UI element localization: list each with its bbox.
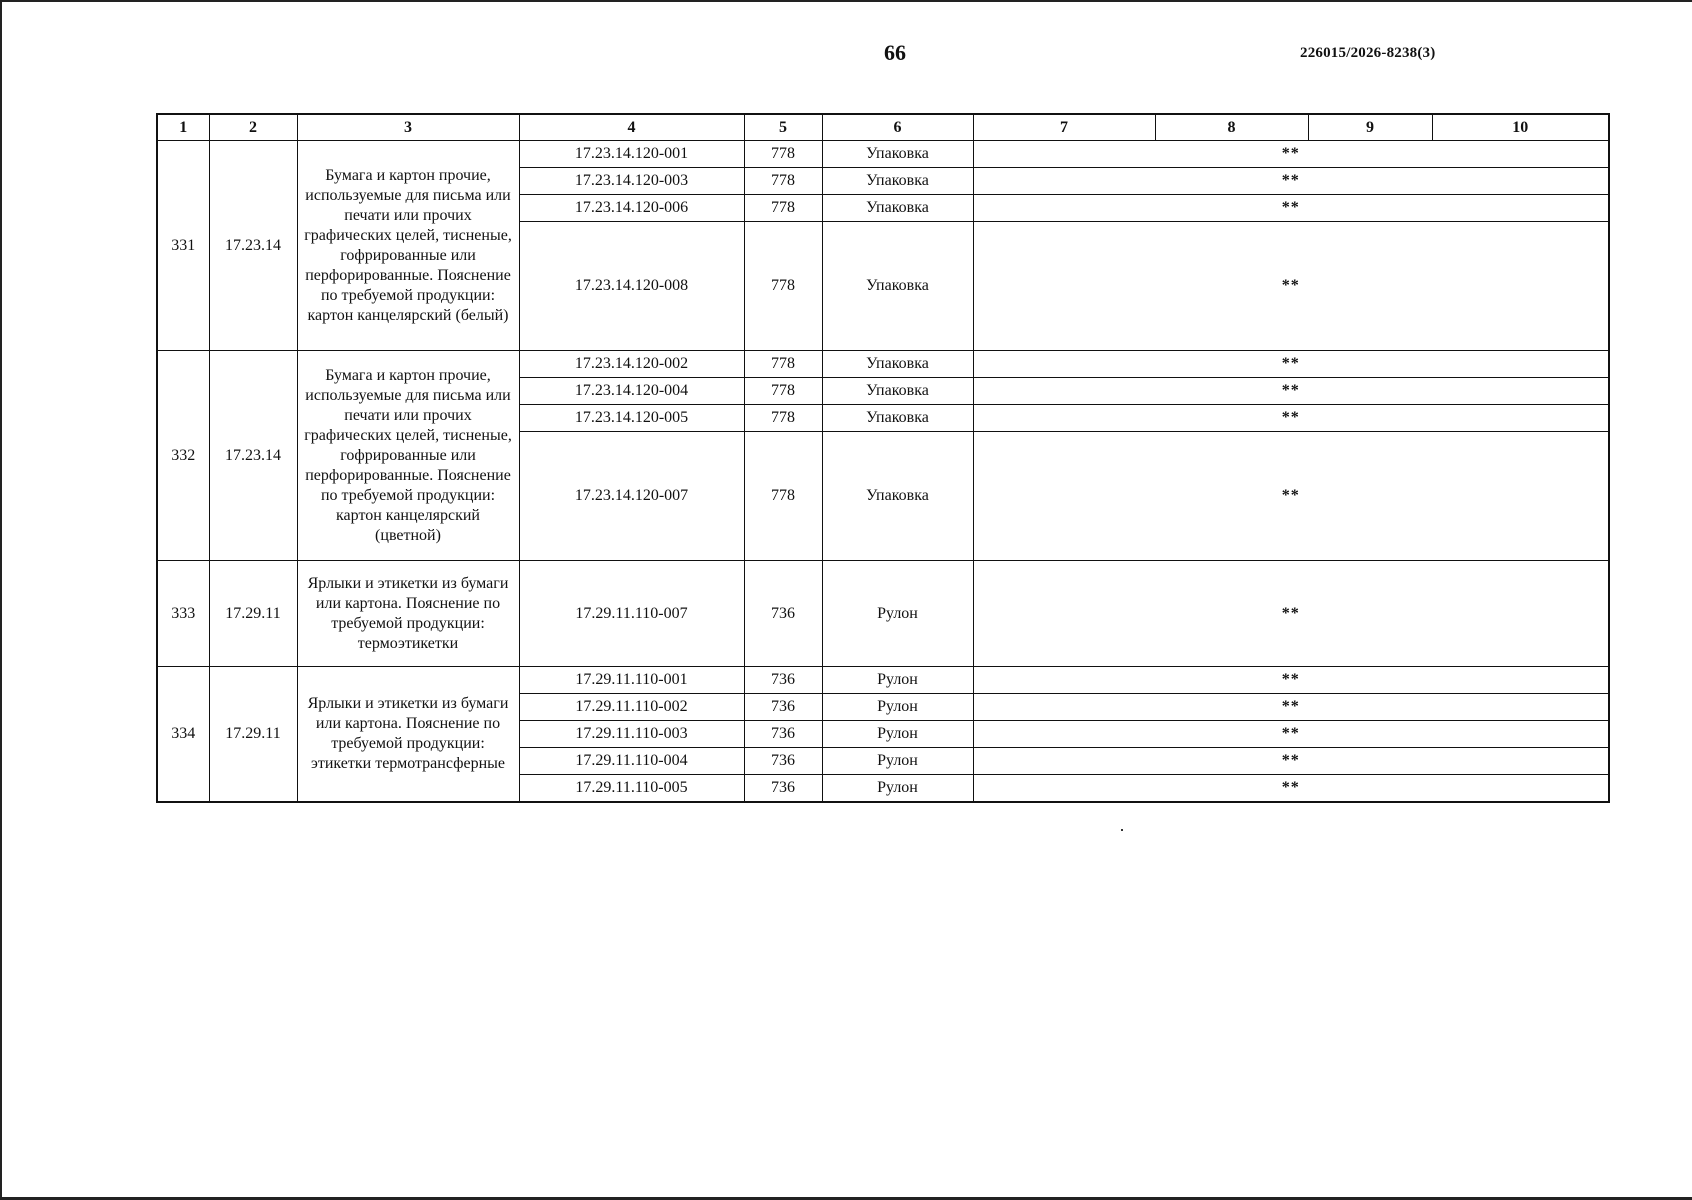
unit-name: Упаковка — [822, 222, 973, 351]
unit-code: 778 — [744, 351, 822, 378]
unit-name: Упаковка — [822, 432, 973, 561]
table-row — [157, 351, 1609, 378]
document-reference: 226015/2026-8238(3) — [1300, 45, 1436, 61]
unit-name: Рулон — [822, 775, 973, 802]
merged-values: ** — [973, 667, 1609, 694]
product-description: Ярлыки и этикетки из бумаги или картона. Пояснение по требуемой продукции: термоэтикетки — [297, 561, 519, 667]
merged-values: ** — [973, 432, 1609, 561]
okpd-code: 17.23.14 — [209, 351, 297, 561]
unit-name: Упаковка — [822, 351, 973, 378]
unit-code: 778 — [744, 222, 822, 351]
merged-values: ** — [973, 721, 1609, 748]
unit-code: 778 — [744, 378, 822, 405]
unit-name: Рулон — [822, 667, 973, 694]
column-header: 3 — [297, 114, 519, 141]
unit-name: Рулон — [822, 721, 973, 748]
column-header: 10 — [1432, 114, 1609, 141]
unit-code: 778 — [744, 168, 822, 195]
table-row — [157, 561, 1609, 667]
column-header: 7 — [973, 114, 1155, 141]
ktru-code: 17.29.11.110-002 — [519, 694, 744, 721]
column-header: 8 — [1155, 114, 1308, 141]
table-row — [157, 141, 1609, 168]
okpd-code: 17.29.11 — [209, 667, 297, 802]
table-row — [157, 667, 1609, 694]
header-row — [157, 114, 1609, 141]
unit-code: 736 — [744, 694, 822, 721]
ktru-code: 17.23.14.120-007 — [519, 432, 744, 561]
ktru-code: 17.23.14.120-001 — [519, 141, 744, 168]
merged-values: ** — [973, 748, 1609, 775]
okpd-code: 17.29.11 — [209, 561, 297, 667]
unit-code: 736 — [744, 667, 822, 694]
column-header: 1 — [157, 114, 209, 141]
column-header: 9 — [1308, 114, 1432, 141]
merged-values: ** — [973, 378, 1609, 405]
ktru-code: 17.29.11.110-001 — [519, 667, 744, 694]
merged-values: ** — [973, 351, 1609, 378]
unit-name: Упаковка — [822, 195, 973, 222]
merged-values: ** — [973, 561, 1609, 667]
column-header: 5 — [744, 114, 822, 141]
column-header: 2 — [209, 114, 297, 141]
page-number: 66 — [884, 40, 906, 65]
unit-name: Упаковка — [822, 141, 973, 168]
ktru-code: 17.29.11.110-005 — [519, 775, 744, 802]
unit-name: Упаковка — [822, 168, 973, 195]
merged-values: ** — [973, 222, 1609, 351]
ktru-code: 17.29.11.110-004 — [519, 748, 744, 775]
products-table — [156, 113, 1610, 803]
merged-values: ** — [973, 405, 1609, 432]
unit-code: 778 — [744, 432, 822, 561]
merged-values: ** — [973, 168, 1609, 195]
unit-code: 778 — [744, 405, 822, 432]
row-number: 332 — [157, 351, 209, 561]
unit-name: Упаковка — [822, 405, 973, 432]
unit-code: 736 — [744, 775, 822, 802]
merged-values: ** — [973, 775, 1609, 802]
row-number: 331 — [157, 141, 209, 351]
product-description: Ярлыки и этикетки из бумаги или картона. Пояснение по требуемой продукции: этикетки термотрансферные — [297, 667, 519, 802]
ktru-code: 17.29.11.110-007 — [519, 561, 744, 667]
row-number: 333 — [157, 561, 209, 667]
unit-code: 736 — [744, 721, 822, 748]
unit-code: 778 — [744, 141, 822, 168]
ktru-code: 17.23.14.120-005 — [519, 405, 744, 432]
ktru-code: 17.23.14.120-008 — [519, 222, 744, 351]
merged-values: ** — [973, 195, 1609, 222]
unit-name: Рулон — [822, 561, 973, 667]
unit-code: 736 — [744, 561, 822, 667]
unit-code: 778 — [744, 195, 822, 222]
unit-name: Рулон — [822, 694, 973, 721]
unit-name: Рулон — [822, 748, 973, 775]
product-description: Бумага и картон прочие, используемые для письма или печати или прочих графических целей, тисненые, гофрированные или перфорированные. Пояснение по требуемой продукции: картон канцелярский (цветной) — [297, 351, 519, 561]
ktru-code: 17.29.11.110-003 — [519, 721, 744, 748]
product-description: Бумага и картон прочие, используемые для письма или печати или прочих графических целей, тисненые, гофрированные или перфорированные. Пояснение по требуемой продукции: картон канцелярский (белый) — [297, 141, 519, 351]
unit-code: 736 — [744, 748, 822, 775]
ktru-code: 17.23.14.120-003 — [519, 168, 744, 195]
okpd-code: 17.23.14 — [209, 141, 297, 351]
merged-values: ** — [973, 141, 1609, 168]
scan-speck — [1121, 829, 1123, 831]
column-header: 6 — [822, 114, 973, 141]
ktru-code: 17.23.14.120-002 — [519, 351, 744, 378]
ktru-code: 17.23.14.120-004 — [519, 378, 744, 405]
merged-values: ** — [973, 694, 1609, 721]
row-number: 334 — [157, 667, 209, 802]
ktru-code: 17.23.14.120-006 — [519, 195, 744, 222]
column-header: 4 — [519, 114, 744, 141]
unit-name: Упаковка — [822, 378, 973, 405]
